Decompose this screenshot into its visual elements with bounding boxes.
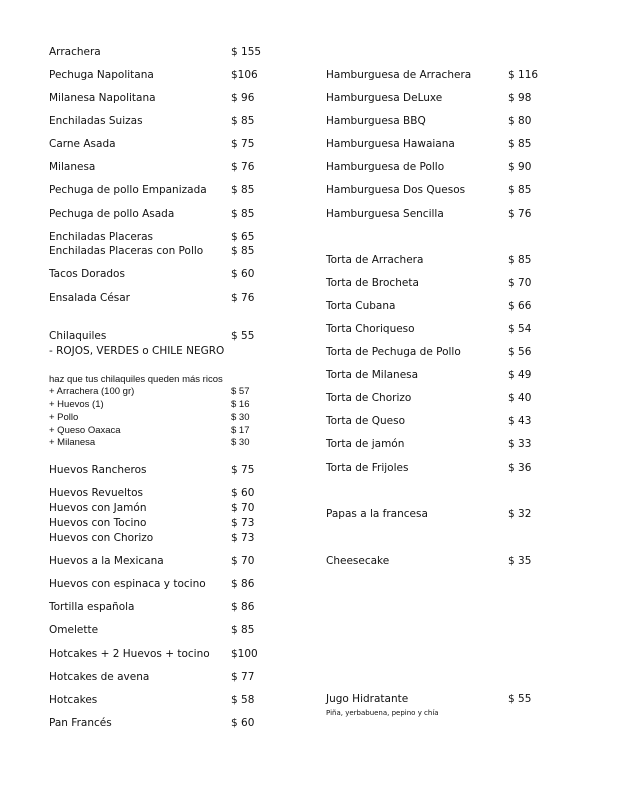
item-name: Chilaquiles: [49, 330, 107, 342]
item-name: Pechuga de pollo Asada: [49, 208, 175, 220]
item-name: Arrachera: [49, 46, 101, 58]
item-price: $ 35: [508, 555, 532, 567]
item-name: Hotcakes: [49, 694, 98, 706]
item-price: $ 85: [231, 115, 255, 127]
item-price: $ 85: [231, 184, 255, 196]
item-price: $ 155: [231, 46, 262, 58]
item-name: Hamburguesa de Arrachera: [326, 69, 472, 81]
item-name: Hamburguesa de Pollo: [326, 161, 445, 173]
extra-name: + Milanesa: [49, 437, 96, 448]
item-price: $ 85: [231, 624, 255, 636]
item-name: Hotcakes de avena: [49, 671, 150, 683]
extra-name: + Arrachera (100 gr): [49, 386, 135, 397]
item-name: Torta Cubana: [326, 300, 396, 312]
item-price: $ 66: [508, 300, 532, 312]
item-price: $ 96: [231, 92, 255, 104]
item-price: $ 75: [231, 464, 255, 476]
item-price: $ 55: [508, 693, 532, 705]
item-price: $ 80: [508, 115, 532, 127]
item-price: $ 98: [508, 92, 532, 104]
item-price: $ 60: [231, 487, 255, 499]
item-name: Milanesa Napolitana: [49, 92, 156, 104]
item-name: Torta de Brocheta: [326, 277, 419, 289]
extra-price: $ 30: [231, 412, 250, 423]
item-name: Hamburguesa DeLuxe: [326, 92, 443, 104]
item-name: Hamburguesa Hawaiana: [326, 138, 455, 150]
item-name: Torta de Arrachera: [326, 254, 424, 266]
item-price: $ 43: [508, 415, 532, 427]
item-price: $100: [231, 648, 258, 660]
item-name: Papas a la francesa: [326, 508, 428, 520]
item-name: Torta de jamón: [326, 438, 405, 450]
item-price: $ 85: [231, 245, 255, 257]
note-text: - ROJOS, VERDES o CHILE NEGRO: [49, 345, 225, 357]
item-name: Torta Choriqueso: [326, 323, 415, 335]
item-price: $ 85: [231, 208, 255, 220]
item-name: Pan Francés: [49, 717, 112, 729]
item-price: $ 32: [508, 508, 532, 520]
item-name: Hotcakes + 2 Huevos + tocino: [49, 648, 210, 660]
item-price: $ 85: [508, 184, 532, 196]
extra-price: $ 30: [231, 437, 250, 448]
item-name: Huevos Revueltos: [49, 487, 143, 499]
item-name: Omelette: [49, 624, 99, 636]
item-price: $ 65: [231, 231, 255, 243]
item-price: $ 86: [231, 578, 255, 590]
item-name: Carne Asada: [49, 138, 116, 150]
item-name: Tortilla española: [49, 601, 135, 613]
item-name: Torta de Chorizo: [326, 392, 412, 404]
item-price: $ 77: [231, 671, 255, 683]
item-name: Huevos con Jamón: [49, 502, 147, 514]
item-name: Pechuga de pollo Empanizada: [49, 184, 207, 196]
item-name: Huevos con Tocino: [49, 517, 147, 529]
item-price: $ 56: [508, 346, 532, 358]
item-price: $ 40: [508, 392, 532, 404]
item-name: Torta de Frijoles: [326, 462, 409, 474]
item-name: Ensalada César: [49, 292, 130, 304]
item-price: $ 85: [508, 254, 532, 266]
item-price: $ 85: [508, 138, 532, 150]
item-name: Enchiladas Suizas: [49, 115, 143, 127]
item-price: $106: [231, 69, 258, 81]
item-name: Huevos con espinaca y tocino: [49, 578, 206, 590]
item-name: Torta de Queso: [326, 415, 405, 427]
extra-price: $ 16: [231, 399, 250, 410]
jugo-note: Piña, yerbabuena, pepino y chía: [326, 709, 439, 717]
item-price: $ 70: [231, 502, 255, 514]
extras-title: haz que tus chilaquiles queden más ricos: [49, 374, 223, 385]
item-name: Torta de Pechuga de Pollo: [326, 346, 461, 358]
item-price: $ 116: [508, 69, 539, 81]
item-price: $ 73: [231, 517, 255, 529]
item-price: $ 76: [231, 292, 255, 304]
item-price: $ 36: [508, 462, 532, 474]
item-price: $ 86: [231, 601, 255, 613]
item-price: $ 55: [231, 330, 255, 342]
extra-price: $ 17: [231, 425, 250, 436]
item-name: Hamburguesa BBQ: [326, 115, 426, 127]
item-name: Huevos Rancheros: [49, 464, 147, 476]
item-price: $ 73: [231, 532, 255, 544]
item-price: $ 49: [508, 369, 532, 381]
item-name: Cheesecake: [326, 555, 390, 567]
item-price: $ 90: [508, 161, 532, 173]
item-price: $ 70: [231, 555, 255, 567]
extra-name: + Huevos (1): [49, 399, 104, 410]
item-price: $ 70: [508, 277, 532, 289]
item-price: $ 76: [508, 208, 532, 220]
extra-name: + Pollo: [49, 412, 79, 423]
item-price: $ 58: [231, 694, 255, 706]
item-name: Torta de Milanesa: [326, 369, 419, 381]
item-name: Tacos Dorados: [49, 268, 125, 280]
item-name: Huevos a la Mexicana: [49, 555, 164, 567]
item-price: $ 75: [231, 138, 255, 150]
extra-price: $ 57: [231, 386, 250, 397]
item-price: $ 76: [231, 161, 255, 173]
item-name: Hamburguesa Sencilla: [326, 208, 444, 220]
item-name: Milanesa: [49, 161, 96, 173]
item-name: Huevos con Chorizo: [49, 532, 154, 544]
item-name: Jugo Hidratante: [326, 693, 409, 705]
item-name: Enchiladas Placeras: [49, 231, 154, 243]
item-price: $ 54: [508, 323, 532, 335]
item-price: $ 33: [508, 438, 532, 450]
item-name: Enchiladas Placeras con Pollo: [49, 245, 204, 257]
extra-name: + Queso Oaxaca: [49, 425, 121, 436]
item-name: Pechuga Napolitana: [49, 69, 154, 81]
item-price: $ 60: [231, 268, 255, 280]
item-name: Hamburguesa Dos Quesos: [326, 184, 466, 196]
item-price: $ 60: [231, 717, 255, 729]
